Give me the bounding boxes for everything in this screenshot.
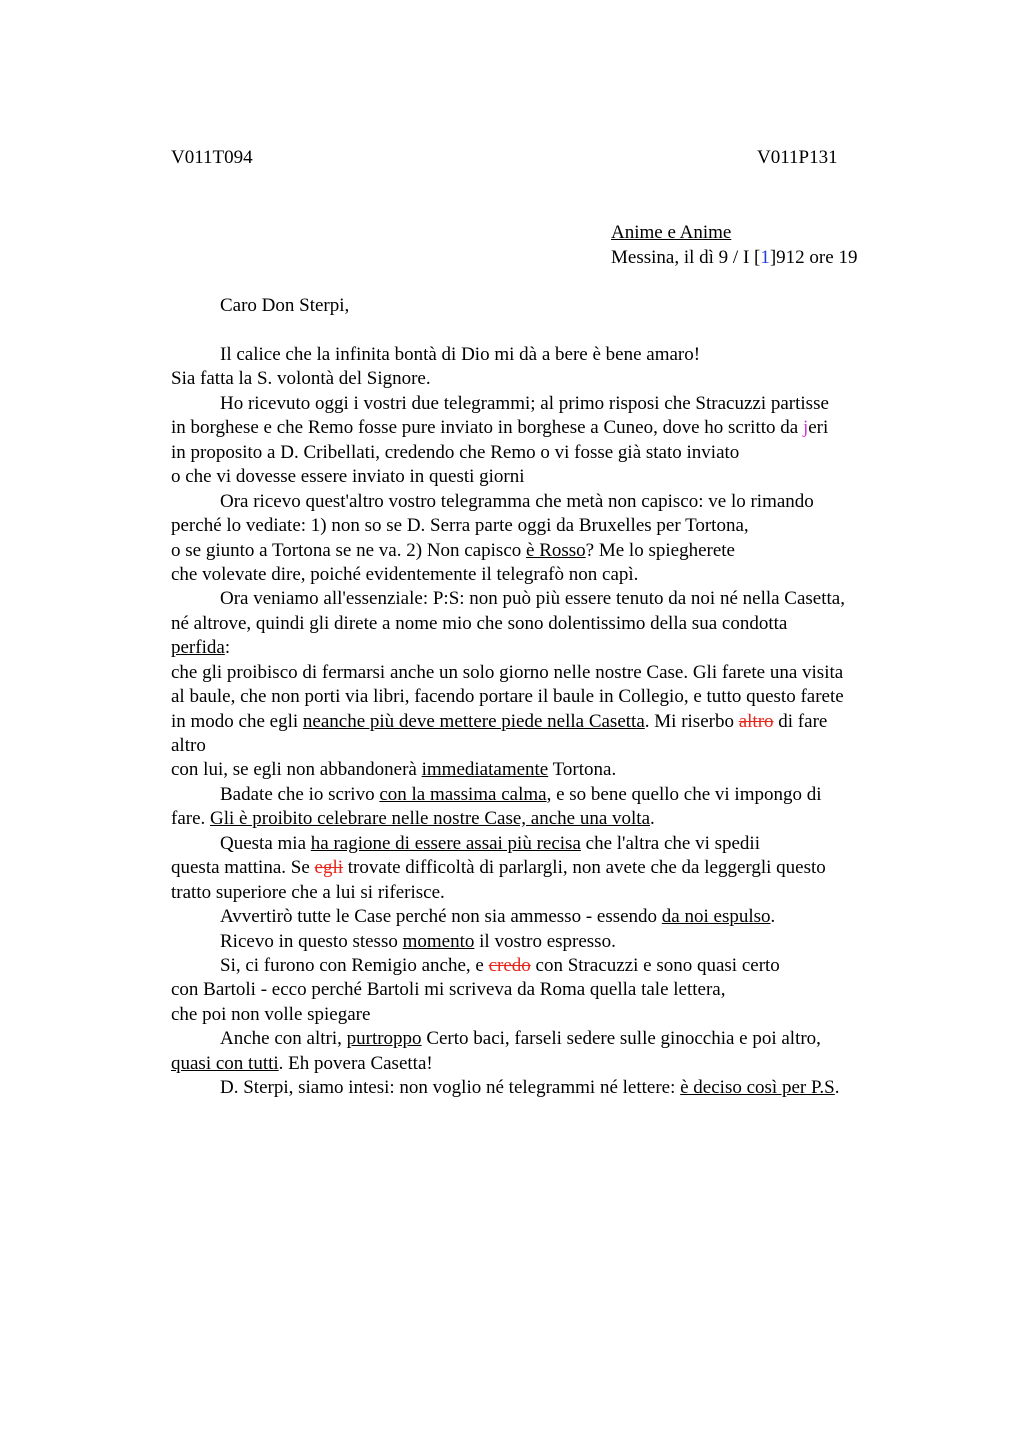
text-line: Anche con altri, purtroppo Certo baci, farseli sedere sulle ginocchia e poi altro, bbox=[220, 1028, 821, 1050]
letter-body bbox=[171, 343, 931, 1101]
text-line: né altrove, quindi gli direte a nome mio che sono dolentissimo della sua condotta bbox=[171, 612, 788, 634]
underlined-text: ha ragione di essere assai più recisa bbox=[310, 832, 581, 854]
letter-title: Anime e Anime bbox=[611, 222, 732, 243]
letter-heading bbox=[611, 221, 857, 270]
deleted-text: egli bbox=[314, 857, 344, 879]
text-line: Ora veniamo all'essenziale: P:S: non può più essere tenuto da noi né nella Casetta, bbox=[220, 588, 845, 610]
underlined-text: neanche più deve mettere piede nella Casetta bbox=[302, 710, 645, 732]
text-line: Sia fatta la S. volontà del Signore. bbox=[171, 368, 431, 390]
text-line: con Bartoli - ecco perché Bartoli mi scriveva da Roma quella tale lettera, bbox=[171, 979, 726, 1001]
corrected-letter: j bbox=[802, 417, 809, 439]
underlined-text: da noi espulso bbox=[661, 906, 771, 928]
underlined-text: con la massima calma bbox=[379, 783, 547, 805]
text-line: Ora ricevo quest'altro vostro telegramma che metà non capisco: ve lo rimando bbox=[220, 490, 814, 512]
text-line: perfida: bbox=[171, 637, 231, 659]
volume-reference-right: V011P131 bbox=[757, 147, 838, 168]
text-line: in modo che egli neanche più deve mettere piede nella Casetta. Mi riserbo altro di fare bbox=[171, 710, 828, 732]
deleted-text: credo bbox=[488, 954, 531, 976]
underlined-text: è deciso così per P.S bbox=[680, 1077, 835, 1099]
text-line: Il calice che la infinita bontà di Dio mi dà a bere è bene amaro! bbox=[220, 344, 701, 365]
text-line: D. Sterpi, siamo intesi: non voglio né telegrammi né lettere: è deciso così per P.S. bbox=[220, 1077, 840, 1099]
text-line: Ricevo in questo stesso momento il vostro espresso. bbox=[220, 930, 616, 952]
text-line: Si, ci furono con Remigio anche, e credo con Stracuzzi e sono quasi certo bbox=[220, 954, 780, 976]
text-line: o se giunto a Tortona se ne va. 2) Non capisco è Rosso? Me lo spiegherete bbox=[171, 539, 735, 561]
text-line: altro bbox=[171, 735, 206, 756]
underlined-text: quasi con tutti bbox=[171, 1052, 279, 1074]
underlined-text: purtroppo bbox=[346, 1028, 422, 1050]
text-line: Avvertirò tutte le Case perché non sia ammesso - essendo da noi espulso. bbox=[220, 906, 776, 928]
underlined-text: momento bbox=[402, 930, 475, 952]
underlined-text: è Rosso bbox=[526, 539, 586, 561]
underlined-text: Gli è proibito celebrare nelle nostre Case, anche una volta bbox=[210, 808, 651, 830]
text-line: Ho ricevuto oggi i vostri due telegrammi; al primo risposi che Stracuzzi partisse bbox=[220, 392, 829, 414]
text-line: Questa mia ha ragione di essere assai più recisa che l'altra che vi spedii bbox=[220, 832, 760, 854]
text-line: con lui, se egli non abbandonerà immediatamente Tortona. bbox=[171, 759, 617, 781]
salutation: Caro Don Sterpi, bbox=[220, 295, 350, 316]
text-line: Badate che io scrivo con la massima calma, e so bene quello che vi impongo di bbox=[220, 783, 822, 805]
text-line: che volevate dire, poiché evidentemente il telegrafò non capì. bbox=[171, 563, 639, 585]
text-line: che gli proibisco di fermarsi anche un solo giorno nelle nostre Case. Gli farete una visita bbox=[171, 661, 844, 683]
volume-reference-left: V011T094 bbox=[171, 147, 253, 168]
text-line: o che vi dovesse essere inviato in questi giorni bbox=[171, 466, 525, 488]
text-line: fare. Gli è proibito celebrare nelle nostre Case, anche una volta. bbox=[171, 808, 655, 830]
underlined-text: immediatamente bbox=[421, 759, 549, 781]
deleted-text: altro bbox=[738, 710, 774, 732]
text-line: questa mattina. Se egli trovate difficoltà di parlargli, non avete che da leggergli questo bbox=[171, 857, 826, 879]
text-line: in borghese e che Remo fosse pure inviato in borghese a Cuneo, dove ho scritto da jeri bbox=[171, 417, 829, 439]
text-line: in proposito a D. Cribellati, credendo che Remo o vi fosse già stato inviato bbox=[171, 441, 740, 463]
text-line: che poi non volle spiegare bbox=[171, 1003, 371, 1025]
text-line: perché lo vediate: 1) non so se D. Serra parte oggi da Bruxelles per Tortona, bbox=[171, 515, 749, 537]
restored-digit: 1 bbox=[760, 246, 770, 268]
text-line: tratto superiore che a lui si riferisce. bbox=[171, 881, 445, 903]
letter-date: Messina, il dì 9 / I [1]912 ore 19 bbox=[611, 246, 858, 268]
underlined-text: perfida bbox=[171, 637, 225, 659]
text-line: quasi con tutti. Eh povera Casetta! bbox=[171, 1052, 433, 1074]
text-line: al baule, che non porti via libri, facendo portare il baule in Collegio, e tutto questo farete bbox=[171, 686, 844, 708]
